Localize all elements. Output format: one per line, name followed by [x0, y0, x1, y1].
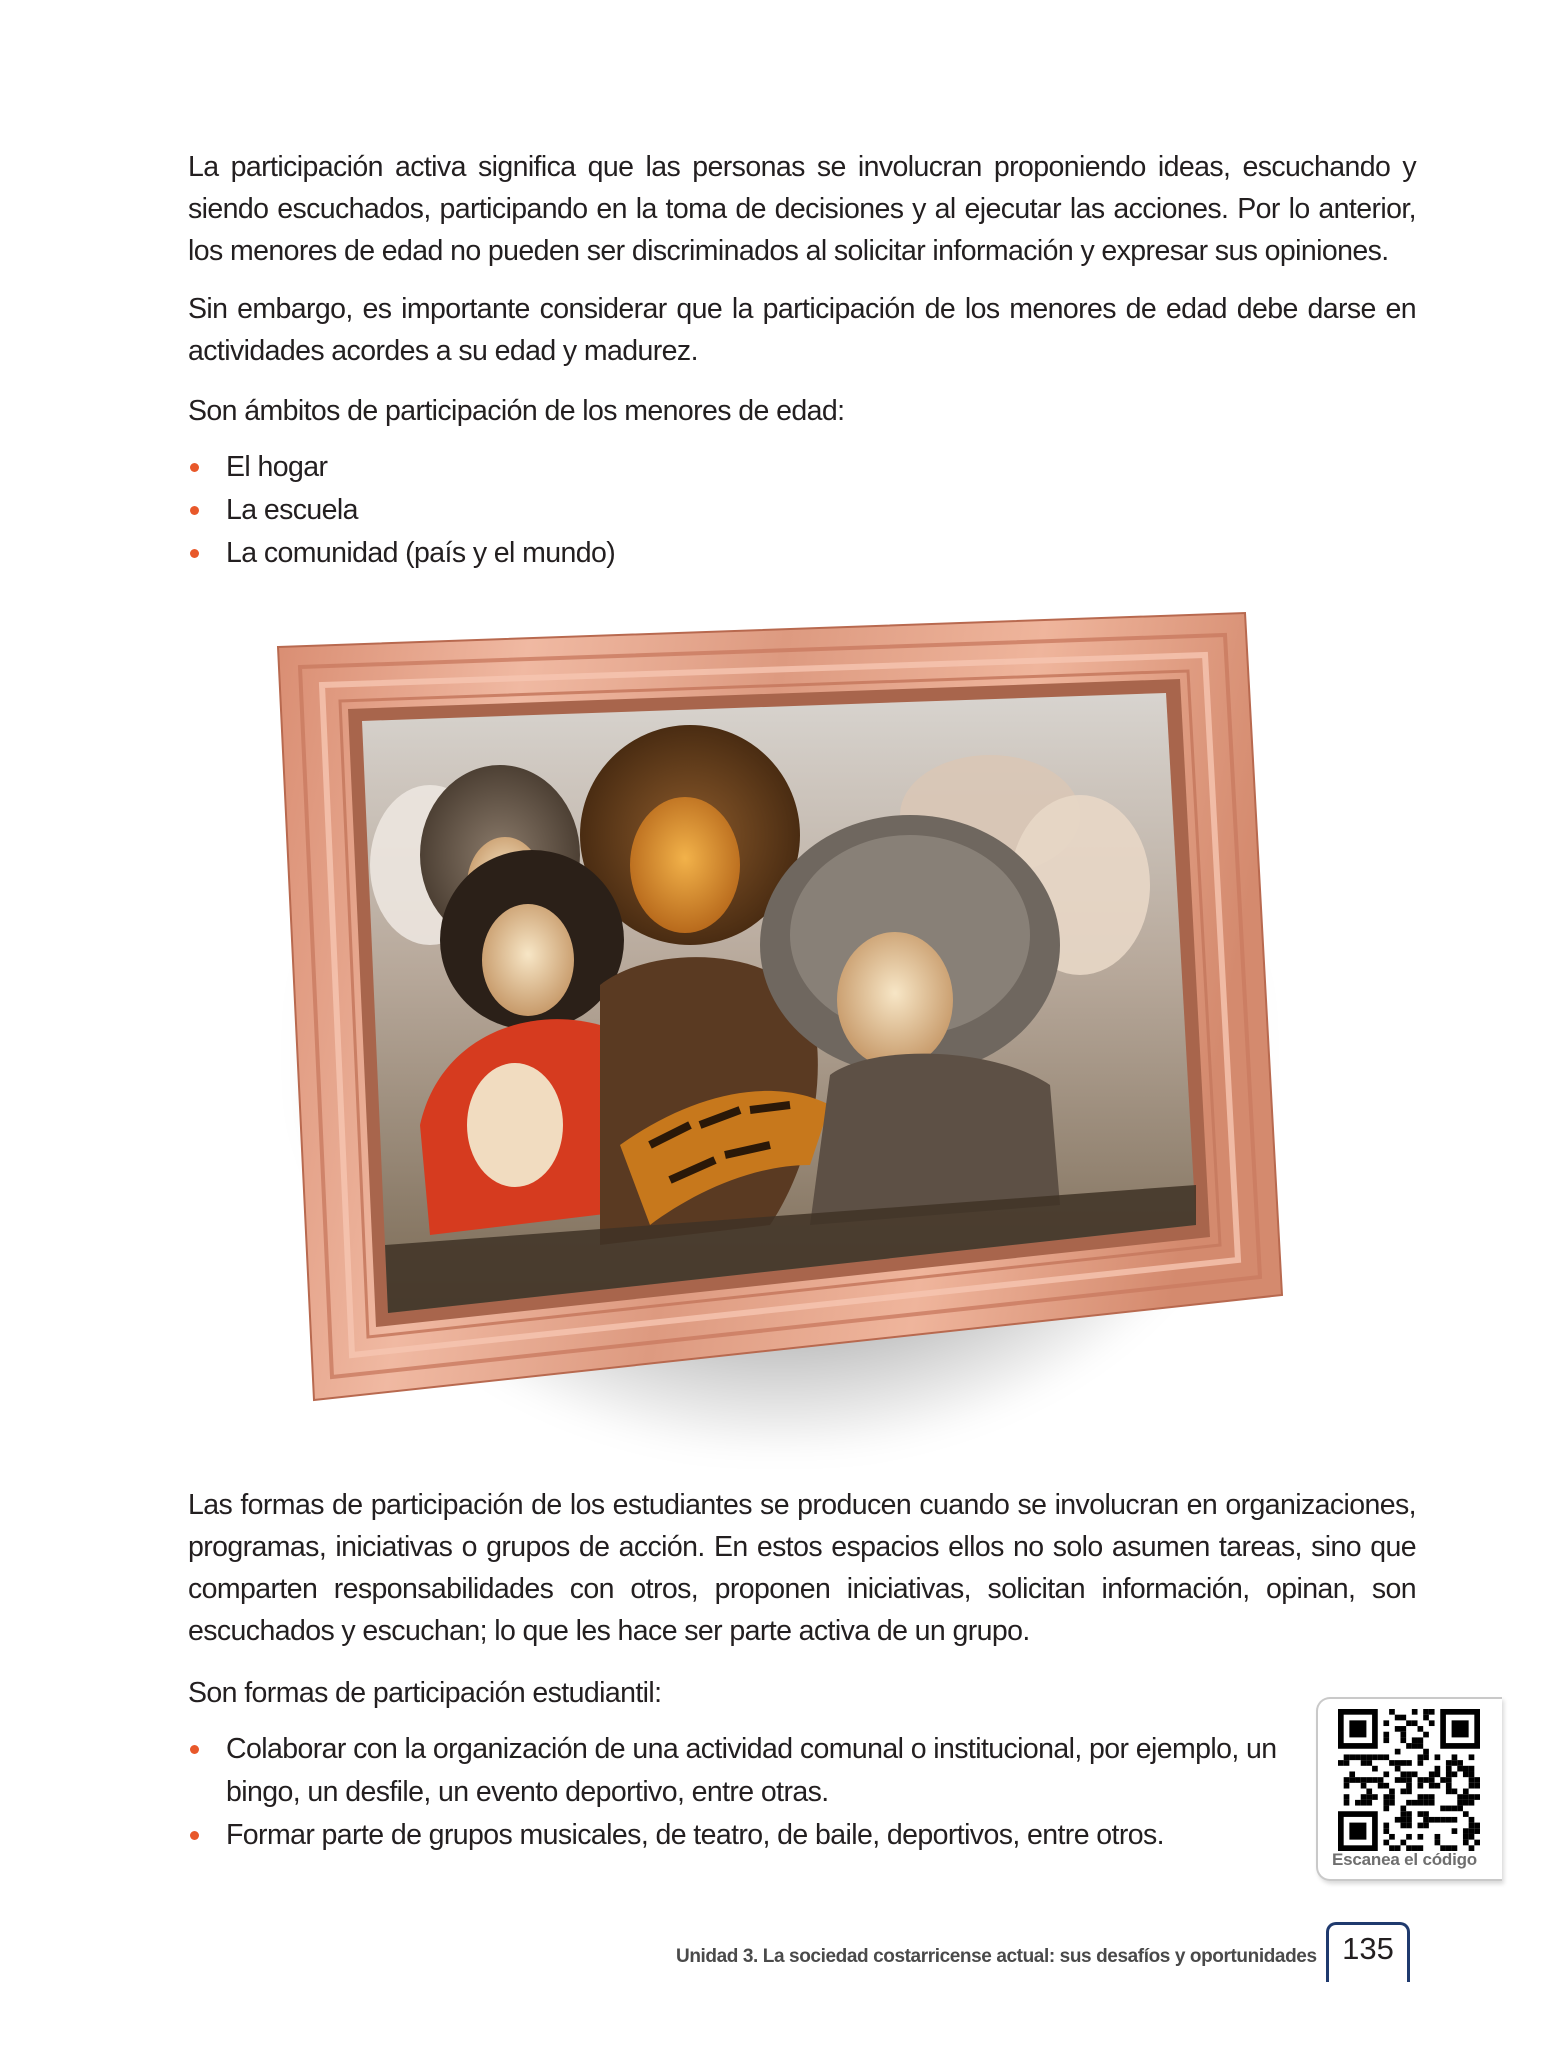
costumed-children-photo — [362, 693, 1196, 1313]
bullet-icon — [190, 463, 199, 472]
qr-code-label: Escanea el código — [1332, 1850, 1477, 1869]
page-number-box — [1326, 1922, 1410, 1982]
paragraph-student-participation-intro: Son formas de participación estudiantil: — [188, 1677, 662, 1709]
paragraph-age-appropriate: Sin embargo, es importante considerar que la participación de los menores de edad debe darse en actividades acordes a su edad y madurez. — [188, 293, 1416, 367]
participation-areas-list — [188, 446, 615, 575]
student-participation-list — [188, 1728, 1303, 1857]
qr-code-card[interactable] — [1316, 1697, 1502, 1881]
qr-code-icon[interactable] — [1338, 1709, 1480, 1851]
bullet-icon — [190, 1831, 199, 1840]
bullet-icon — [190, 549, 199, 558]
bullet-icon — [190, 506, 199, 515]
list-item — [188, 1728, 1303, 1814]
list-item — [188, 446, 615, 489]
paragraph-active-participation: La participación activa significa que las personas se involucran proponiendo ideas, escuchando y siendo escuchados, participando en la toma de decisiones y al ejecutar las acciones. Por lo anterior, los menores de edad no pueden ser discriminados al solicitar información y expresar sus opiniones. — [188, 151, 1416, 267]
list-item-text: La comunidad (país y el mundo) — [226, 537, 616, 569]
paragraph-participation-areas-intro: Son ámbitos de participación de los menores de edad: — [188, 395, 845, 427]
list-item-text: El hogar — [226, 451, 328, 483]
list-item-text: La escuela — [226, 494, 358, 526]
page-number: 135 — [1342, 1931, 1394, 1966]
list-item — [188, 1814, 1303, 1857]
bullet-icon — [190, 1745, 199, 1754]
list-item — [188, 489, 615, 532]
list-item-text: Formar parte de grupos musicales, de teatro, de baile, deportivos, entre otros. — [226, 1819, 1164, 1851]
footer-unit-title: Unidad 3. La sociedad costarricense actual: sus desafíos y oportunidades — [676, 1946, 1317, 1967]
list-item — [188, 532, 615, 575]
framed-photo — [270, 605, 1300, 1405]
paragraph-participation-forms: Las formas de participación de los estudiantes se producen cuando se involucran en organizaciones, programas, iniciativas o grupos de acción. En estos espacios ellos no solo asumen tareas, sino que comparten responsabilidades con otros, proponen iniciativas, solicitan información, opinan, son escuchados y escuchan; lo que les hace ser parte activa de un grupo. — [188, 1489, 1416, 1647]
list-item-text: Colaborar con la organización de una actividad comunal o institucional, por ejemplo, un bingo, un desfile, un evento deportivo, entre otras. — [226, 1733, 1277, 1808]
